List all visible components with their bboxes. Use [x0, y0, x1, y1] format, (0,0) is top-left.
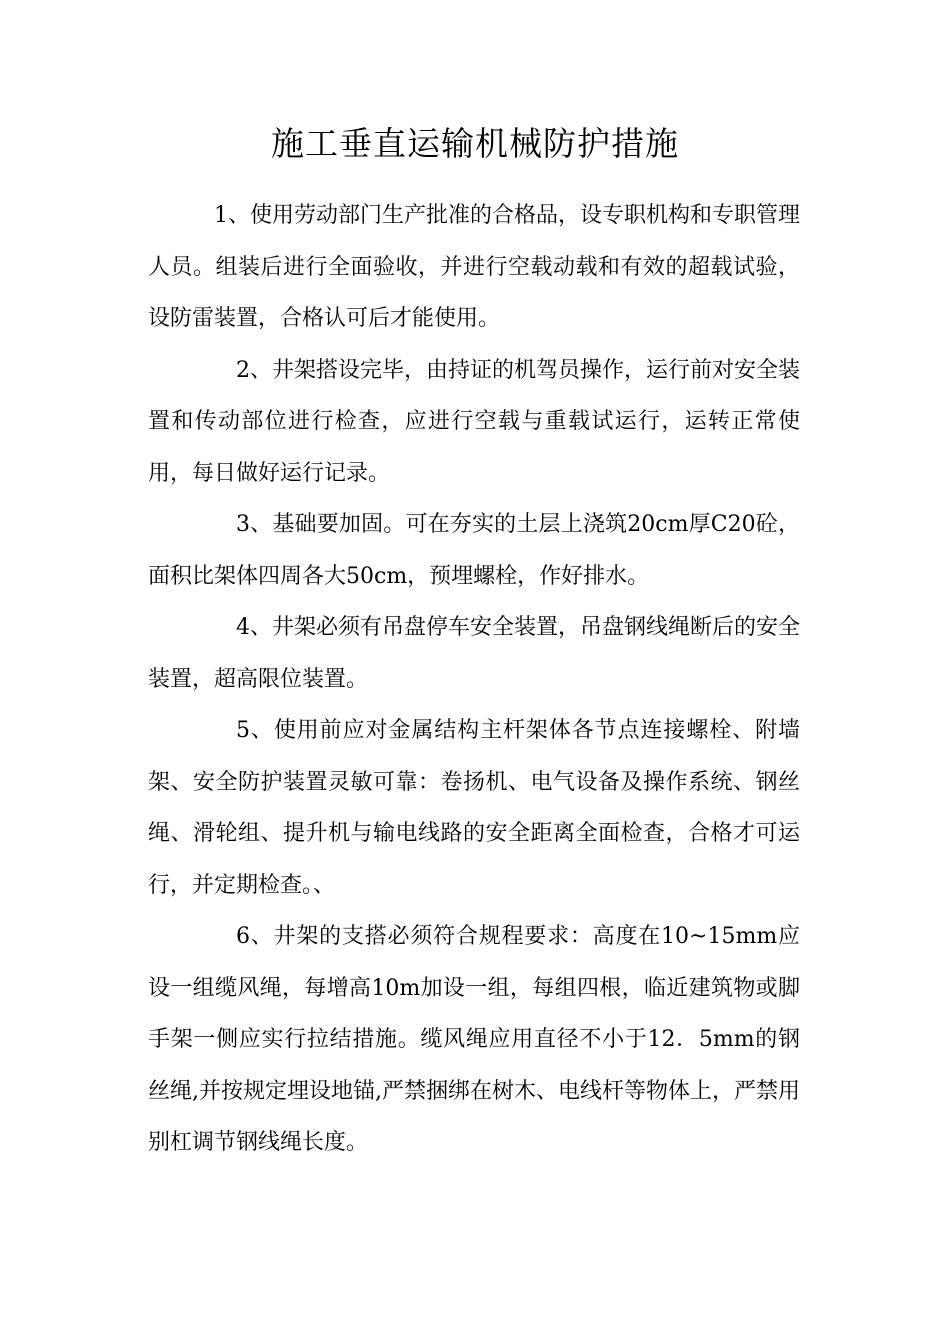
paragraph-3: 3、基础要加固。可在夯实的土层上浇筑20cm厚C20砼，面积比架体四周各大50cm，预埋螺栓，作好排水。	[148, 512, 800, 589]
document-body	[148, 190, 800, 1169]
paragraph-5: 5、使用前应对金属结构主杆架体各节点连接螺栓、附墙架、安全防护装置灵敏可靠：卷扬机、电气设备及操作系统、钢丝绳、滑轮组、提升机与输电线路的安全距离全面检查，合格才可运行，并定期检查。、	[148, 718, 800, 898]
paragraph-6: 6、井架的支搭必须符合规程要求：高度在10~15mm应设一组缆风绳，每增高10m加设一组，每组四根，临近建筑物或脚手架一侧应实行拉结措施。缆风绳应用直径不小于12．5mm的钢丝绳,并按规定埋设地锚,严禁捆绑在树木、电线杆等物体上，严禁用别杠调节钢线绳长度。	[148, 924, 800, 1155]
paragraph-4: 4、井架必须有吊盘停车安全装置，吊盘钢线绳断后的安全装置，超高限位装置。	[148, 615, 800, 692]
document-title: 施工垂直运输机械防护措施	[271, 124, 679, 163]
paragraph-1: 1、使用劳动部门生产批准的合格品，设专职机构和专职管理人员。组装后进行全面验收，并进行空载动载和有效的超载试验，设防雷装置，合格认可后才能使用。	[148, 203, 800, 331]
paragraph-2: 2、井架搭设完毕，由持证的机驾员操作，运行前对安全装置和传动部位进行检查，应进行空载与重载试运行，运转正常使用，每日做好运行记录。	[148, 357, 800, 486]
